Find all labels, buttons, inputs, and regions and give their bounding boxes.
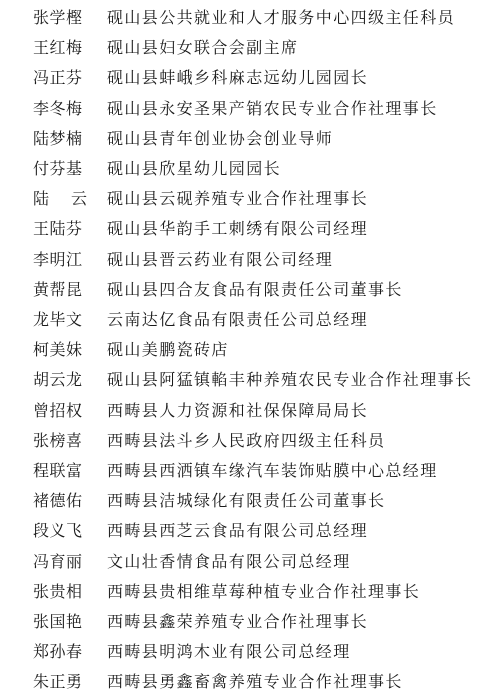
person-name: 冯育丽 <box>33 551 83 571</box>
person-name: 曾招权 <box>33 400 83 420</box>
person-title: 西畴县西芝云食品有限公司总经理 <box>107 521 369 541</box>
person-name: 郑孙春 <box>33 642 83 662</box>
person-name: 王红梅 <box>33 38 83 58</box>
person-title: 西畴县勇鑫畜禽养殖专业合作社理事长 <box>107 672 403 692</box>
person-name: 张学樫 <box>33 8 83 27</box>
person-title: 砚山县晋云药业有限公司经理 <box>107 249 334 269</box>
person-title: 西畴县洁城绿化有限责任公司董事长 <box>107 491 386 511</box>
person-title: 砚山县欣星幼儿园园长 <box>107 159 282 178</box>
person-name: 陆梦楠 <box>33 128 83 148</box>
person-title: 砚山县蚌峨乡科麻志远幼儿园园长 <box>107 68 369 88</box>
person-name: 张榜喜 <box>33 430 83 450</box>
list-item <box>0 33 502 63</box>
list-item <box>0 94 502 124</box>
list-item <box>0 486 502 516</box>
person-title: 文山壮香情食品有限公司总经理 <box>107 551 351 571</box>
list-item <box>0 124 502 154</box>
list-item <box>0 456 502 486</box>
list-item <box>0 335 502 365</box>
person-name: 朱正勇 <box>33 672 83 692</box>
person-title: 西畴县明鸿木业有限公司总经理 <box>107 642 351 662</box>
list-item <box>0 154 502 184</box>
person-title: 砚山县妇女联合会副主席 <box>107 38 299 58</box>
person-title: 西畴县西洒镇车缘汽车装饰贴膜中心总经理 <box>107 461 438 480</box>
person-name: 张国艳 <box>33 612 83 631</box>
list-item <box>0 516 502 546</box>
person-title: 西畴县贵相维草莓种植专业合作社理事长 <box>107 581 421 601</box>
person-name: 张贵相 <box>33 581 83 601</box>
person-title: 西畴县法斗乡人民政府四级主任科员 <box>107 430 386 450</box>
person-name: 冯正芬 <box>33 68 83 88</box>
person-name: 陆云 <box>33 189 110 209</box>
list-item <box>0 305 502 335</box>
person-name: 黄帮昆 <box>33 279 83 299</box>
person-title: 西畴县鑫荣养殖专业合作社理事长 <box>107 612 369 631</box>
person-title: 砚山县四合友食品有限责任公司董事长 <box>107 279 403 299</box>
person-name: 李明江 <box>33 249 83 269</box>
person-title: 砚山县青年创业协会创业导师 <box>107 128 334 148</box>
list-item <box>0 245 502 275</box>
person-name: 龙毕文 <box>33 310 83 329</box>
list-item <box>0 275 502 305</box>
person-title: 砚山县华韵手工刺绣有限公司经理 <box>107 219 369 239</box>
person-name: 付芬基 <box>33 159 83 178</box>
list-item <box>0 184 502 214</box>
list-item <box>0 637 502 667</box>
list-item <box>0 667 502 697</box>
list-item <box>0 607 502 637</box>
list-item <box>0 214 502 244</box>
list-item <box>0 396 502 426</box>
person-title: 砚山县永安圣果产销农民专业合作社理事长 <box>107 98 438 118</box>
person-title: 云南达亿食品有限责任公司总经理 <box>107 310 369 329</box>
person-title: 砚山县云砚养殖专业合作社理事长 <box>107 189 369 209</box>
person-name: 柯美妹 <box>33 340 83 360</box>
list-item <box>0 3 502 33</box>
list-item <box>0 577 502 607</box>
list-item <box>0 365 502 395</box>
list-item <box>0 63 502 93</box>
person-title: 砚山县阿猛镇輡丰种养殖农民专业合作社理事长 <box>107 370 473 390</box>
person-title: 砚山美鹏瓷砖店 <box>107 340 229 360</box>
person-name: 褚德佑 <box>33 491 83 511</box>
list-item <box>0 426 502 456</box>
person-name: 李冬梅 <box>33 98 83 118</box>
list-item <box>0 547 502 577</box>
person-name: 王陆芬 <box>33 219 83 239</box>
person-name: 段义飞 <box>33 521 83 541</box>
person-title: 西畴县人力资源和社保保障局局长 <box>107 400 369 420</box>
person-title: 砚山县公共就业和人才服务中心四级主任科员 <box>107 8 456 27</box>
person-name: 程联富 <box>33 461 83 480</box>
person-name: 胡云龙 <box>33 370 83 390</box>
